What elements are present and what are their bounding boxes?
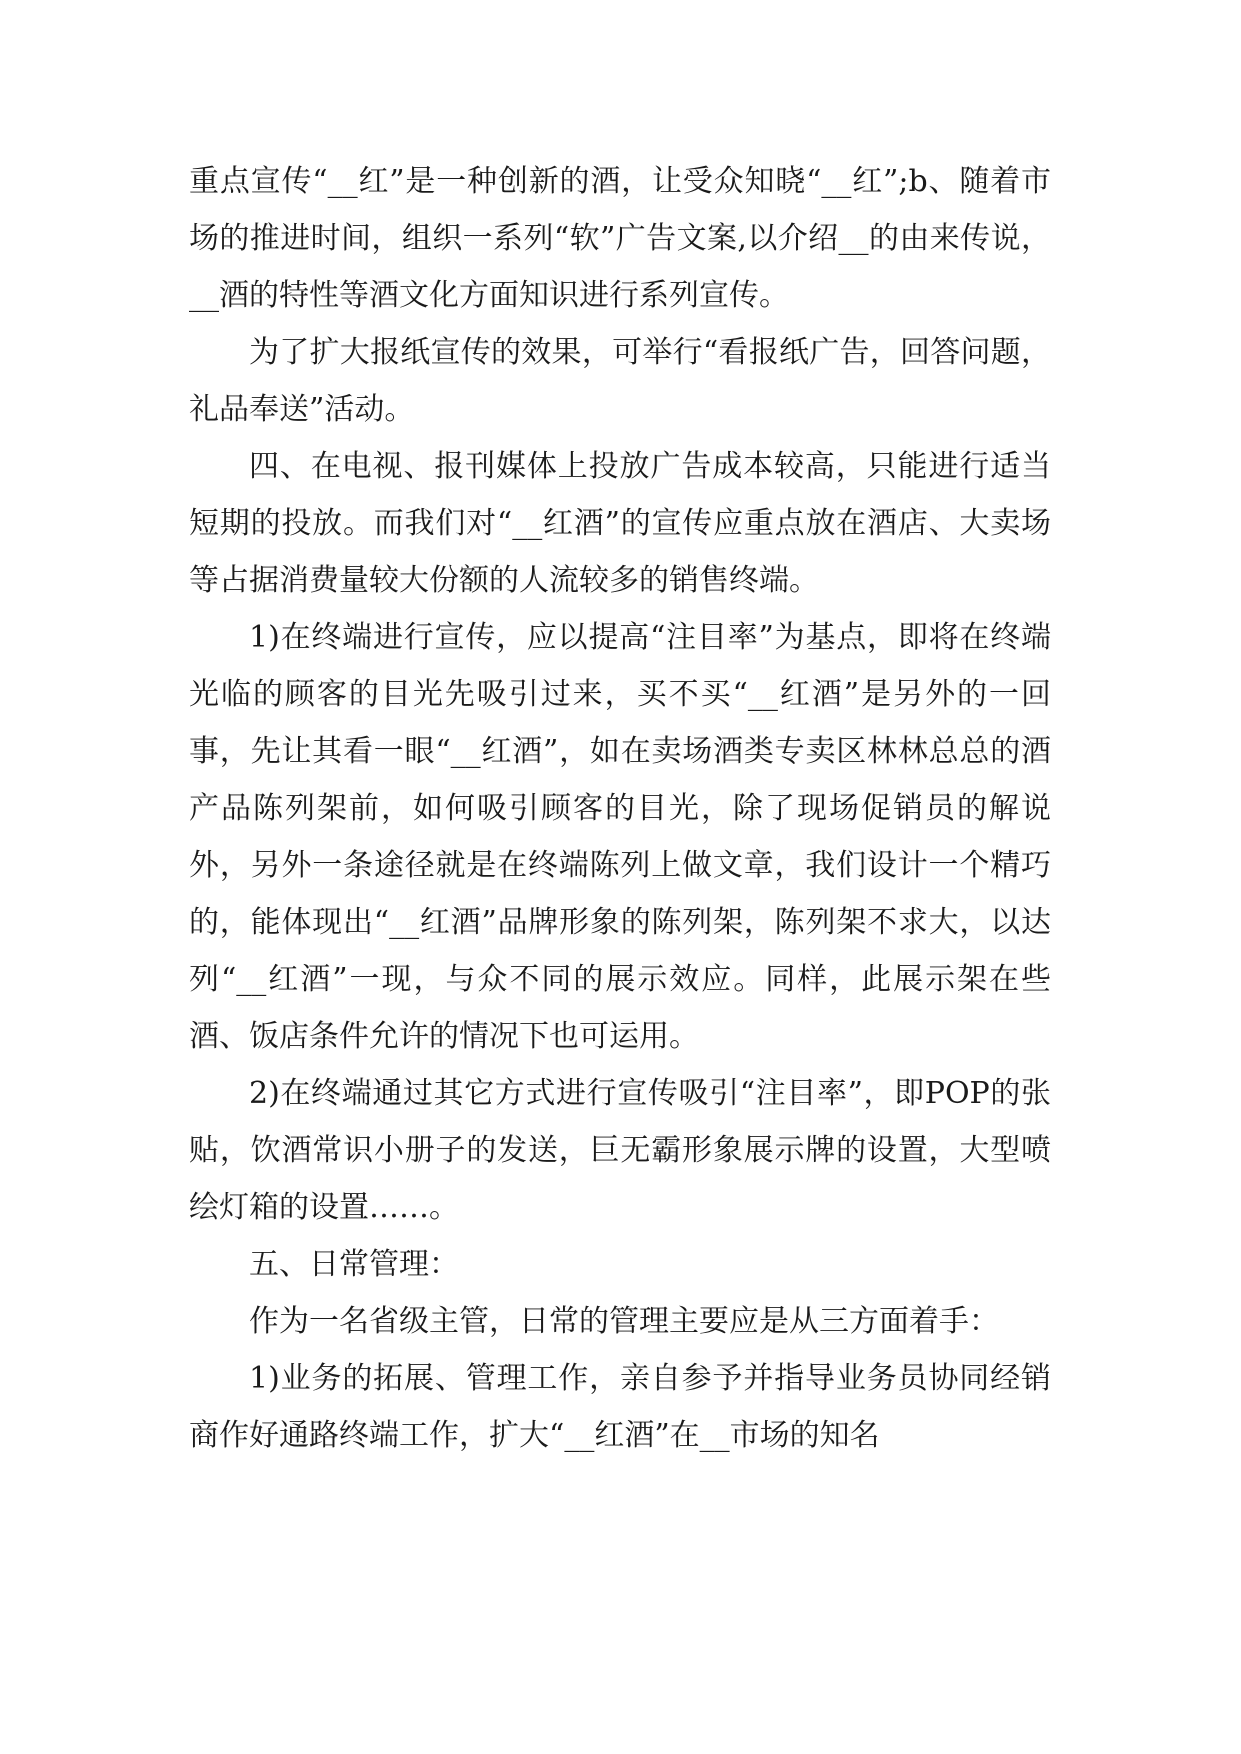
- paragraph-7: 作为一名省级主管，日常的管理主要应是从三方面着手：: [249, 1304, 999, 1339]
- paragraph-2: 为了扩大报纸宣传的效果，可举行“看报纸广告，回答问题，礼品奉送”活动。: [189, 335, 1051, 427]
- paragraph-4: 1)在终端进行宣传，应以提高“注目率”为基点，即将在终端光临的顾客的目光先吸引过来，买不买“__红酒”是另外的一回事，先让其看一眼“__红酒”，如在卖场酒类专卖区林林总总的酒产品陈列架前，如何吸引顾客的目光，除了现场促销员的解说外，另外一条途径就是在终端陈列上做文章，我们设计一个精巧的，能体现出“__红酒”品牌形象的陈列架，陈列架不求大，以达列“__红酒”一现，与众不同的展示效应。同样，此展示架在些酒、饭店条件允许的情况下也可运用。: [189, 620, 1051, 1054]
- paragraph-3: 四、在电视、报刊媒体上投放广告成本较高，只能进行适当短期的投放。而我们对“__红酒”的宣传应重点放在酒店、大卖场等占据消费量较大份额的人流较多的销售终端。: [189, 449, 1051, 598]
- document-body: [189, 153, 1051, 1464]
- paragraph-5: 2)在终端通过其它方式进行宣传吸引“注目率”，即POP的张贴，饮酒常识小册子的发送，巨无霸形象展示牌的设置，大型喷绘灯箱的设置……。: [189, 1076, 1051, 1225]
- paragraph-8: 1)业务的拓展、管理工作，亲自参予并指导业务员协同经销商作好通路终端工作，扩大“__红酒”在__市场的知名: [189, 1361, 1051, 1453]
- paragraph-1: 重点宣传“__红”是一种创新的酒，让受众知晓“__红”;b、随着市场的推进时间，组织一系列“软”广告文案,以介绍__的由来传说，__酒的特性等酒文化方面知识进行系列宣传。: [189, 164, 1051, 313]
- paragraph-6: 五、日常管理：: [249, 1247, 459, 1282]
